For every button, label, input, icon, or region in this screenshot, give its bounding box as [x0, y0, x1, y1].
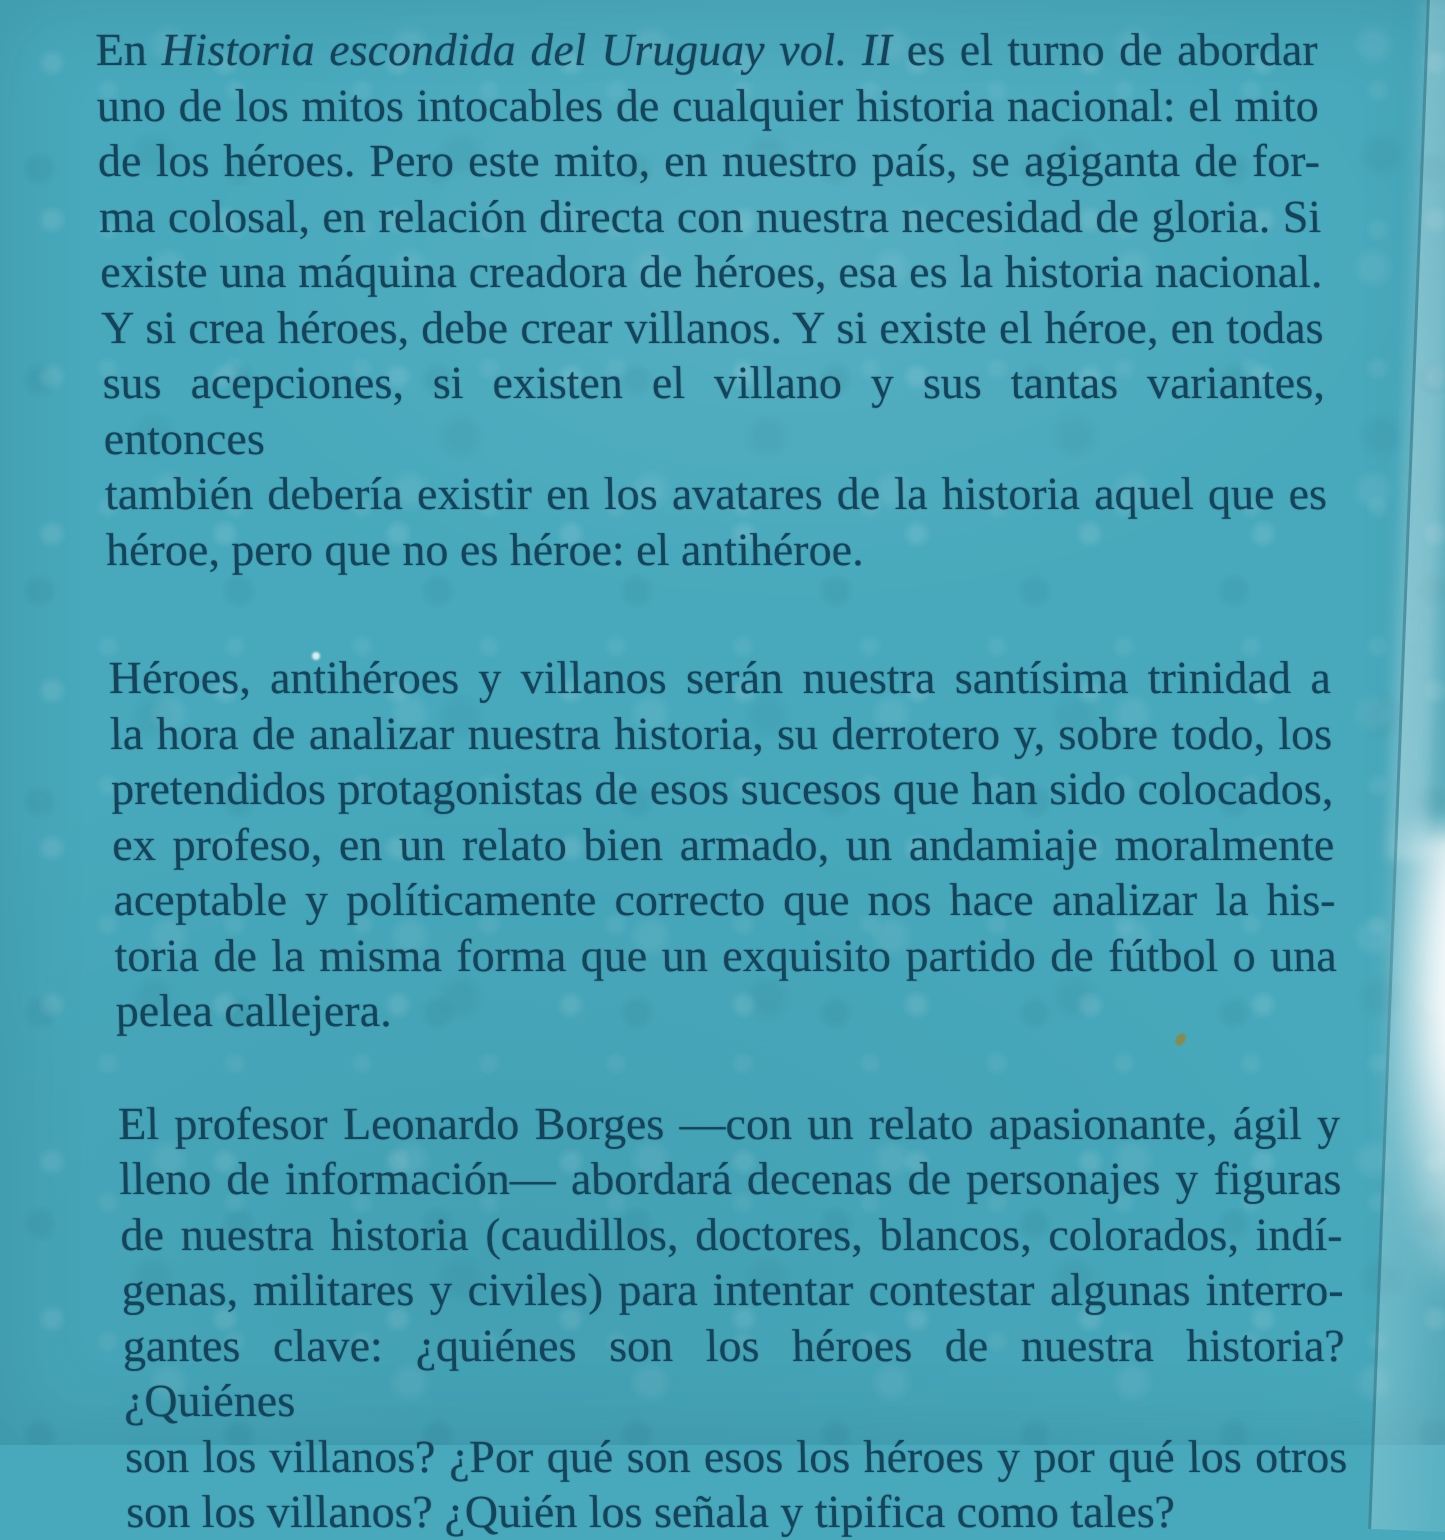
text-line: En Historia escondida del Uruguay vol. II es el turno de abordar: [95, 22, 1318, 78]
text-line: aceptable y políticamente correcto que nos hace analizar la his-: [113, 872, 1336, 928]
blurb: [95, 22, 1349, 1540]
text-line: ex profeso, en un relato bien armado, un andamiaje moralmente: [112, 817, 1335, 873]
blurb-paragraph: [108, 650, 1338, 1039]
cover-crease: [1368, 0, 1445, 1534]
text-line: también debería existir en los avatares de la historia aquel que es: [104, 466, 1327, 522]
text-line: sus acepciones, si existen el villano y sus tantas variantes, entonces: [102, 355, 1326, 466]
text-line: Héroes, antihéroes y villanos serán nuestra santísima trinidad a: [108, 650, 1331, 706]
text-line: Y si crea héroes, debe crear villanos. Y si existe el héroe, en todas: [101, 300, 1324, 356]
text-line: El profesor Leonardo Borges —con un relato apasionante, ágil y: [117, 1096, 1340, 1152]
text-line: son los villanos? ¿Quién los señala y tipifica como tales?: [126, 1484, 1349, 1540]
text-line: genas, militares y civiles) para intentar contestar algunas interro-: [121, 1262, 1344, 1318]
text-line: uno de los mitos intocables de cualquier historia nacional: el mito: [96, 78, 1319, 134]
text-line: lleno de información— abordará decenas de personajes y figuras: [119, 1151, 1342, 1207]
blurb-paragraph: [95, 22, 1329, 577]
text-line: de los héroes. Pero este mito, en nuestro país, se agiganta de for-: [97, 133, 1320, 189]
text-line: ma colosal, en relación directa con nuestra necesidad de gloria. Si: [98, 189, 1321, 245]
text-line: toria de la misma forma que un exquisito partido de fútbol o una: [114, 928, 1337, 984]
text-line: existe una máquina creadora de héroes, esa es la historia nacional.: [100, 244, 1323, 300]
text-line: héroe, pero que no es héroe: el antihéroe.: [105, 522, 1328, 578]
text-line: la hora de analizar nuestra historia, su derrotero y, sobre todo, los: [109, 706, 1332, 762]
blurb-paragraph: [117, 1096, 1348, 1540]
text-line: pelea callejera.: [115, 983, 1338, 1039]
text-line: son los villanos? ¿Por qué son esos los héroes y por qué los otros: [124, 1429, 1347, 1485]
text-line: pretendidos protagonistas de esos sucesos que han sido colocados,: [110, 761, 1333, 817]
text-line: gantes clave: ¿quiénes son los héroes de nuestra historia? ¿Quiénes: [122, 1318, 1346, 1429]
text-line: de nuestra historia (caudillos, doctores, blancos, colorados, indí-: [120, 1207, 1343, 1263]
